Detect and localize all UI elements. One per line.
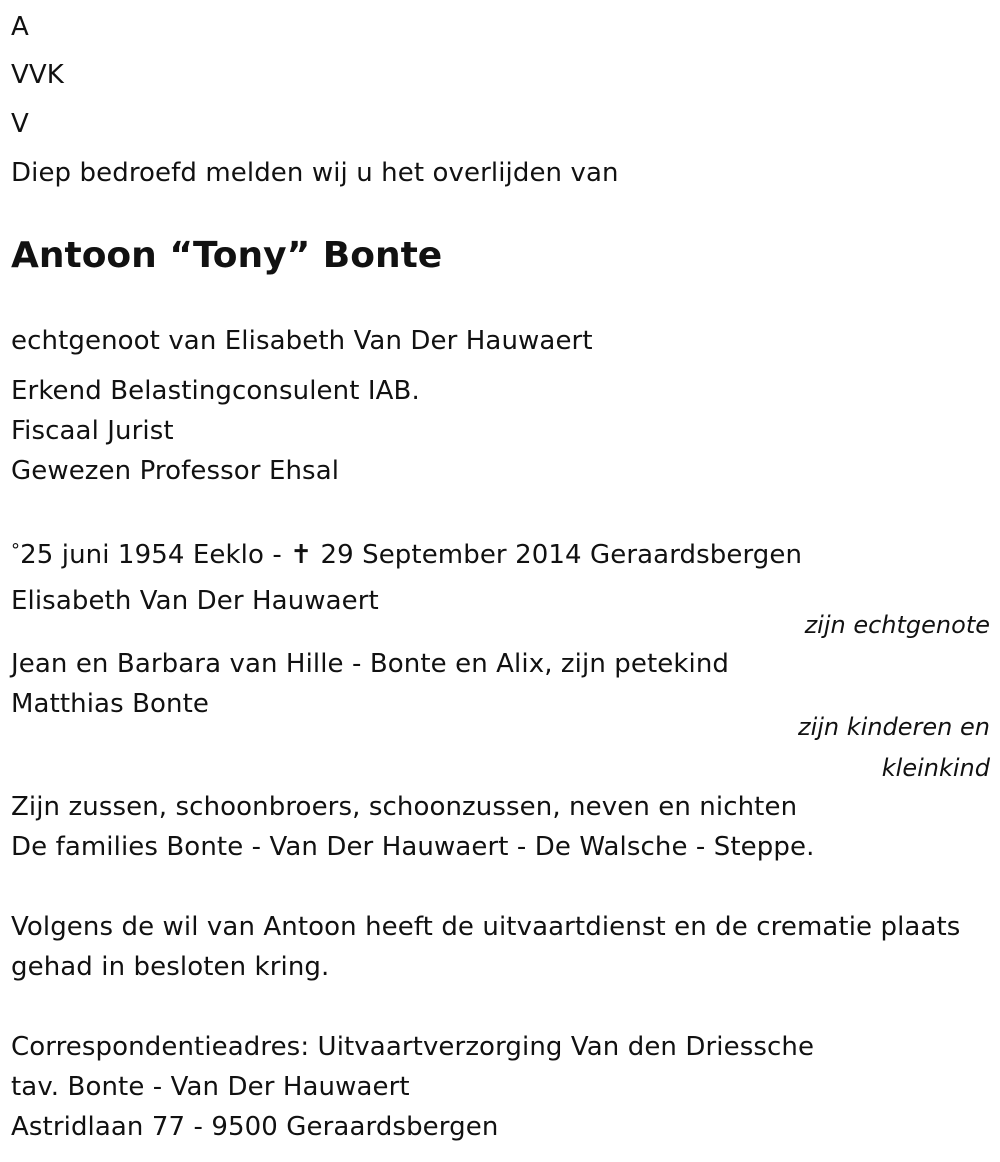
relatives-line-2: De families Bonte - Van Der Hauwaert - De Walsche - Steppe. [11, 832, 815, 862]
cross-icon: ✝ [290, 540, 313, 570]
correspondence-line-1: Correspondentieadres: Uitvaartverzorging Van den Driessche [11, 1032, 815, 1062]
children-line-2: Matthias Bonte [11, 689, 210, 719]
life-dates [11, 536, 802, 570]
header-line-vvk: VVK [11, 60, 64, 90]
correspondence-line-2: tav. Bonte - Van Der Hauwaert [11, 1072, 410, 1102]
title-line-2: Fiscaal Jurist [11, 416, 174, 446]
spouse-name: Elisabeth Van Der Hauwaert [11, 586, 379, 616]
title-line-1: Erkend Belastingconsulent IAB. [11, 376, 420, 406]
spouse-role: zijn echtgenote [804, 611, 990, 639]
birth-symbol: ° [11, 540, 21, 561]
header-line-v: V [11, 109, 29, 139]
death-date: 29 September 2014 Geraardsbergen [312, 540, 803, 570]
spouse-of-line: echtgenoot van Elisabeth Van Der Hauwaert [11, 326, 593, 356]
birth-date: 25 juni 1954 Eeklo - [20, 540, 291, 570]
announcement-text: Diep bedroefd melden wij u het overlijden van [11, 158, 619, 188]
title-line-3: Gewezen Professor Ehsal [11, 456, 340, 486]
relatives-line-1: Zijn zussen, schoonbroers, schoonzussen, neven en nichten [11, 792, 798, 822]
funeral-note-line-1: Volgens de wil van Antoon heeft de uitvaartdienst en de crematie plaats [11, 912, 961, 942]
funeral-note-line-2: gehad in besloten kring. [11, 952, 330, 982]
deceased-name: Antoon “Tony” Bonte [11, 235, 443, 276]
children-role-line-1: zijn kinderen en [798, 713, 990, 741]
children-role-line-2: kleinkind [881, 754, 990, 782]
children-line-1: Jean en Barbara van Hille - Bonte en Alix, zijn petekind [11, 649, 730, 679]
header-line-a: A [11, 12, 29, 42]
correspondence-line-3: Astridlaan 77 - 9500 Geraardsbergen [11, 1112, 499, 1142]
